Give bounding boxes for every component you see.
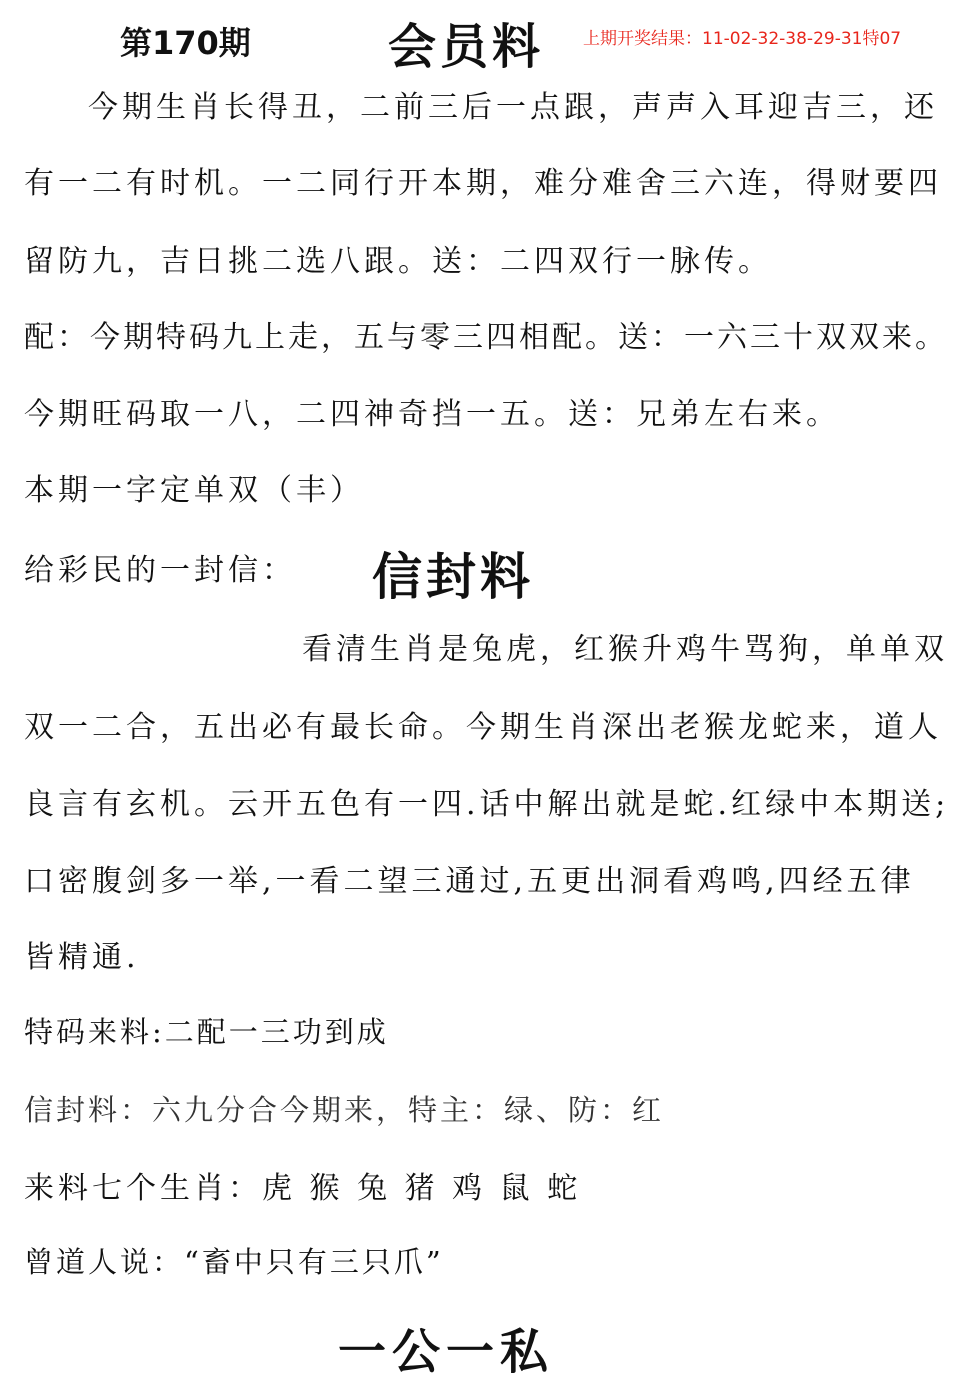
letter-line-1: 看清生肖是兔虎，红猴升鸡牛骂狗，单单双 bbox=[302, 632, 948, 667]
letter-line-5: 皆精通. bbox=[24, 940, 140, 975]
last-draw-result: 上期开奖结果：11-02-32-38-29-31特07 bbox=[583, 29, 902, 49]
pei-line: 配：今期特码九上走，五与零三四相配。送：一六三十双双来。 bbox=[24, 320, 948, 355]
issue-number: 第170期 bbox=[120, 24, 251, 62]
poem-line-1: 今期生肖长得丑，二前三后一点跟，声声入耳迎吉三，还 bbox=[88, 90, 938, 125]
footer-title: 一公一私 bbox=[338, 1324, 555, 1380]
xinfeng-line: 信封料：六九分合今期来，特主：绿、防：红 bbox=[24, 1093, 665, 1127]
zeng-line: 曾道人说：“畜中只有三只爪” bbox=[24, 1245, 444, 1279]
poem-line-2: 有一二有时机。一二同行开本期，难分难舍三六连，得财要四 bbox=[24, 166, 942, 201]
tema-line: 特码来料:二配一三功到成 bbox=[24, 1015, 389, 1049]
page-title: 会员料 bbox=[388, 19, 545, 75]
zodiac-line: 来料七个生肖：虎 猴 兔 猪 鸡 鼠 蛇 bbox=[24, 1171, 582, 1206]
letter-line-3: 良言有玄机。云开五色有一四.话中解出就是蛇.红绿中本期送; bbox=[24, 787, 950, 822]
yizi-line: 本期一字定单双（丰） bbox=[24, 473, 364, 508]
letter-line-2: 双一二合，五出必有最长命。今期生肖深出老猴龙蛇来，道人 bbox=[24, 710, 942, 745]
letter-title: 信封料 bbox=[372, 547, 534, 606]
letter-label: 给彩民的一封信： bbox=[24, 553, 296, 588]
letter-line-4: 口密腹剑多一举,一看二望三通过,五更出洞看鸡鸣,四经五律 bbox=[24, 864, 915, 899]
poem-line-3: 留防九，吉日挑二选八跟。送：二四双行一脉传。 bbox=[24, 244, 772, 279]
wang-line: 今期旺码取一八，二四神奇挡一五。送：兄弟左右来。 bbox=[24, 397, 840, 432]
